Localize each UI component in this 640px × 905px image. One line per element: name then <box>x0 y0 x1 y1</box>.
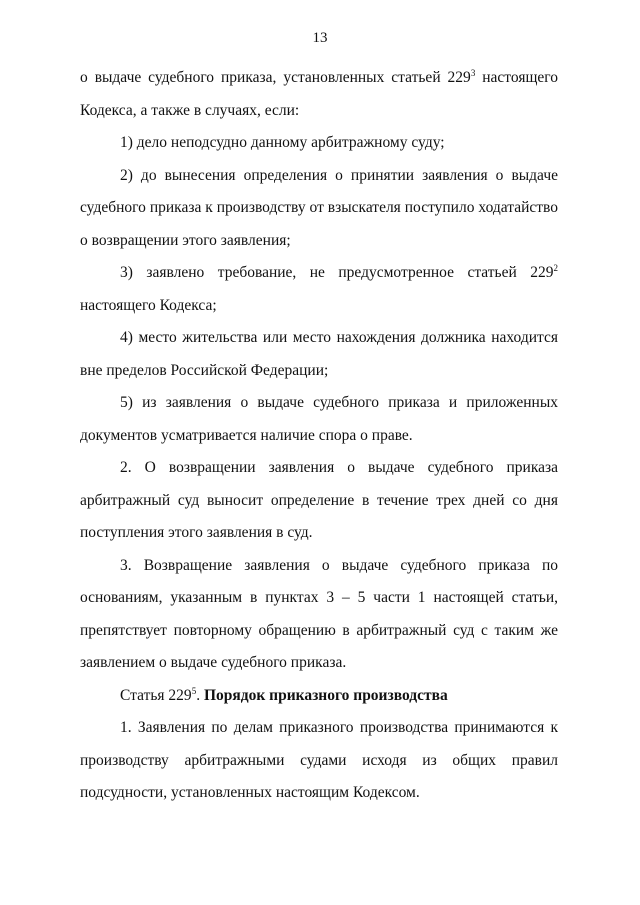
list-item <box>80 257 558 322</box>
paragraph <box>80 62 558 127</box>
paragraph <box>80 712 558 810</box>
text-run: 3) заявлено требование, не предусмотренное статьей 229 <box>120 264 554 281</box>
text-run: настоящего Кодекса; <box>80 296 217 314</box>
superscript: 5 <box>191 685 197 696</box>
text-run: о выдаче судебного приказа, установленных статьей 229 <box>80 69 471 86</box>
list-item <box>80 387 558 452</box>
article-heading <box>80 680 558 713</box>
text-run: 4) место жительства или место нахождения должника находится вне пределов Российской Федерации; <box>80 329 558 379</box>
list-item <box>80 322 558 387</box>
text-run: 1) дело неподсудно данному арбитражному суду; <box>120 134 445 151</box>
article-title: Порядок приказного производства <box>203 686 448 704</box>
list-item <box>80 160 558 258</box>
paragraph <box>80 550 558 680</box>
text-run: настоящего Кодекса, а также в случаях, если: <box>80 69 558 119</box>
page-number: 13 <box>312 30 328 46</box>
list-item <box>80 127 558 160</box>
text-run: 5) из заявления о выдаче судебного приказа и приложенных документов усматривается наличие спора о праве. <box>80 394 558 444</box>
paragraph <box>80 452 558 550</box>
text-run: 1. Заявления по делам приказного производства принимаются к производству арбитражными судами исходя из общих правил подсудности, установленных настоящим Кодексом. <box>80 719 558 801</box>
text-run: 3. Возвращение заявления о выдаче судебного приказа по основаниям, указанным в пунктах 3 – 5 части 1 настоящей статьи, препятствует повторному обращению в арбитражный суд с таким же заявлением о выдаче судебного приказа. <box>80 556 558 671</box>
superscript: 3 <box>470 68 476 78</box>
document-body <box>80 62 558 810</box>
text-run: 2. О возвращении заявления о выдаче судебного приказа арбитражный суд выносит определение в течение трех дней со дня поступления этого заявления в суд. <box>80 459 558 541</box>
text-run: . <box>196 686 204 704</box>
text-run: Статья 229 <box>120 686 192 704</box>
superscript: 2 <box>553 263 558 273</box>
text-run: 2) до вынесения определения о принятии заявления о выдаче судебного приказа к производству от взыскателя поступило ходатайство о возвращении этого заявления; <box>80 166 558 249</box>
